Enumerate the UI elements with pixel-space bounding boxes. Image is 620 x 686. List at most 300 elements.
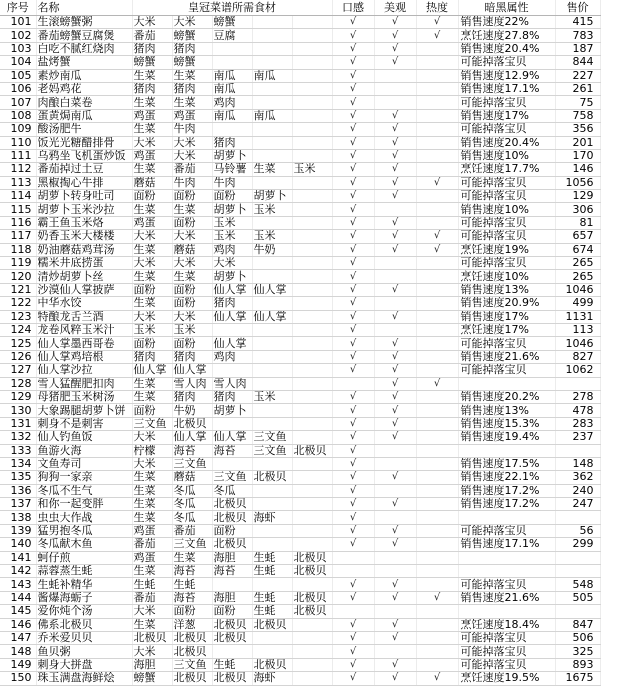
cell-dark-attr[interactable]: 可能掉落宝贝 [458, 645, 555, 658]
cell-price[interactable]: 548 [555, 578, 600, 591]
cell-ingredient[interactable]: 生菜 [132, 123, 172, 136]
cell-taste-check[interactable]: √ [332, 29, 374, 42]
cell-ingredient[interactable]: 猪肉 [172, 42, 212, 55]
cell-ingredient[interactable]: 大米 [132, 230, 172, 243]
cell-price[interactable]: 237 [555, 431, 600, 444]
cell-heat-check[interactable]: √ [416, 672, 458, 685]
cell-ingredient[interactable]: 胡萝卜 [212, 203, 252, 216]
cell-ingredient[interactable] [212, 123, 252, 136]
cell-ingredient[interactable]: 大米 [132, 257, 172, 270]
cell-ingredient[interactable]: 玉米 [252, 203, 292, 216]
cell-ingredient[interactable] [292, 377, 332, 390]
cell-id[interactable]: 104 [0, 56, 36, 69]
cell-name[interactable]: 乌鸦坐飞机蛋炒饭 [36, 149, 132, 162]
cell-dark-attr[interactable]: 销售速度10% [458, 149, 555, 162]
cell-name[interactable]: 文鱼寿司 [36, 457, 132, 470]
cell-name[interactable]: 清炒胡萝卜丝 [36, 270, 132, 283]
cell-taste-check[interactable]: √ [332, 96, 374, 109]
cell-ingredient[interactable]: 蘑菇 [132, 176, 172, 189]
cell-ingredient[interactable]: 玉米 [132, 323, 172, 336]
cell-ingredient[interactable] [292, 417, 332, 430]
cell-looks-check[interactable]: √ [374, 42, 416, 55]
cell-ingredient[interactable]: 大米 [132, 645, 172, 658]
cell-taste-check[interactable]: √ [332, 364, 374, 377]
cell-taste-check[interactable]: √ [332, 297, 374, 310]
cell-ingredient[interactable]: 南瓜 [252, 69, 292, 82]
cell-ingredient[interactable]: 大米 [132, 457, 172, 470]
cell-name[interactable]: 肉酿白菜卷 [36, 96, 132, 109]
cell-taste-check[interactable]: √ [332, 631, 374, 644]
cell-heat-check[interactable] [416, 216, 458, 229]
cell-id[interactable]: 139 [0, 524, 36, 537]
cell-looks-check[interactable]: √ [374, 56, 416, 69]
cell-price[interactable] [555, 377, 600, 390]
cell-ingredient[interactable]: 北极贝 [252, 658, 292, 671]
header-heat[interactable]: 热度 [416, 0, 458, 16]
cell-ingredient[interactable]: 北极贝 [132, 631, 172, 644]
cell-ingredient[interactable]: 玉米 [212, 216, 252, 229]
cell-looks-check[interactable] [374, 69, 416, 82]
cell-price[interactable]: 415 [555, 16, 600, 29]
cell-price[interactable]: 1675 [555, 672, 600, 685]
cell-ingredient[interactable]: 三文鱼 [172, 457, 212, 470]
cell-id[interactable]: 102 [0, 29, 36, 42]
cell-name[interactable]: 鱼游火海 [36, 444, 132, 457]
cell-dark-attr[interactable]: 销售速度17.1% [458, 538, 555, 551]
cell-price[interactable]: 1046 [555, 337, 600, 350]
cell-name[interactable]: 蛋黄焗南瓜 [36, 109, 132, 122]
cell-taste-check[interactable]: √ [332, 658, 374, 671]
cell-ingredient[interactable]: 海苔 [172, 565, 212, 578]
cell-price[interactable]: 1062 [555, 364, 600, 377]
cell-dark-attr[interactable]: 销售速度17% [458, 109, 555, 122]
cell-price[interactable]: 283 [555, 417, 600, 430]
cell-ingredient[interactable] [252, 56, 292, 69]
cell-name[interactable]: 沙漠仙人掌披萨 [36, 283, 132, 296]
cell-id[interactable]: 147 [0, 631, 36, 644]
cell-price[interactable]: 81 [555, 216, 600, 229]
cell-ingredient[interactable]: 牛奶 [252, 243, 292, 256]
cell-name[interactable]: 胡萝卜转身吐司 [36, 190, 132, 203]
cell-ingredient[interactable]: 仙人掌 [172, 364, 212, 377]
cell-name[interactable]: 霸王鱼玉米烙 [36, 216, 132, 229]
cell-looks-check[interactable] [374, 484, 416, 497]
cell-ingredient[interactable]: 面粉 [172, 190, 212, 203]
cell-taste-check[interactable]: √ [332, 350, 374, 363]
cell-ingredient[interactable]: 猪肉 [172, 82, 212, 95]
cell-ingredient[interactable]: 海胆 [212, 551, 252, 564]
cell-id[interactable]: 129 [0, 390, 36, 403]
cell-ingredient[interactable]: 北极贝 [292, 551, 332, 564]
cell-ingredient[interactable] [212, 645, 252, 658]
cell-ingredient[interactable]: 牛肉 [172, 176, 212, 189]
cell-name[interactable]: 雪人猛醒肥扣肉 [36, 377, 132, 390]
cell-taste-check[interactable]: √ [332, 591, 374, 604]
cell-ingredient[interactable]: 面粉 [172, 297, 212, 310]
cell-ingredient[interactable]: 生菜 [132, 163, 172, 176]
cell-heat-check[interactable]: √ [416, 591, 458, 604]
cell-price[interactable]: 844 [555, 56, 600, 69]
cell-id[interactable]: 118 [0, 243, 36, 256]
cell-heat-check[interactable]: √ [416, 16, 458, 29]
cell-price[interactable]: 1131 [555, 310, 600, 323]
cell-taste-check[interactable]: √ [332, 498, 374, 511]
cell-name[interactable]: 糯米井底捞蛋 [36, 257, 132, 270]
cell-looks-check[interactable] [374, 297, 416, 310]
cell-taste-check[interactable]: √ [332, 16, 374, 29]
cell-dark-attr[interactable]: 烹饪速度10% [458, 270, 555, 283]
cell-ingredient[interactable]: 生菜 [132, 498, 172, 511]
cell-ingredient[interactable]: 生菜 [132, 484, 172, 497]
cell-ingredient[interactable] [252, 498, 292, 511]
cell-name[interactable]: 虫虫大作战 [36, 511, 132, 524]
cell-price[interactable]: 1056 [555, 176, 600, 189]
cell-taste-check[interactable]: √ [332, 471, 374, 484]
cell-id[interactable]: 142 [0, 565, 36, 578]
cell-ingredient[interactable]: 海虾 [252, 672, 292, 685]
cell-taste-check[interactable]: √ [332, 538, 374, 551]
cell-ingredient[interactable]: 北极贝 [292, 565, 332, 578]
cell-ingredient[interactable] [292, 498, 332, 511]
cell-name[interactable]: 中华水饺 [36, 297, 132, 310]
cell-ingredient[interactable] [292, 658, 332, 671]
header-taste[interactable]: 口感 [332, 0, 374, 16]
cell-ingredient[interactable] [252, 578, 292, 591]
cell-looks-check[interactable]: √ [374, 283, 416, 296]
cell-ingredient[interactable]: 雪人肉 [212, 377, 252, 390]
cell-heat-check[interactable] [416, 310, 458, 323]
cell-looks-check[interactable]: √ [374, 310, 416, 323]
cell-ingredient[interactable] [252, 96, 292, 109]
cell-heat-check[interactable] [416, 431, 458, 444]
cell-looks-check[interactable]: √ [374, 136, 416, 149]
cell-price[interactable] [555, 511, 600, 524]
cell-ingredient[interactable]: 面粉 [132, 404, 172, 417]
cell-ingredient[interactable]: 生菜 [132, 96, 172, 109]
cell-ingredient[interactable] [252, 16, 292, 29]
cell-price[interactable]: 499 [555, 297, 600, 310]
cell-name[interactable]: 黑椒掏心牛排 [36, 176, 132, 189]
cell-heat-check[interactable] [416, 524, 458, 537]
cell-ingredient[interactable]: 仙人掌 [212, 283, 252, 296]
cell-taste-check[interactable] [332, 565, 374, 578]
cell-ingredient[interactable]: 生菜 [132, 618, 172, 631]
header-name[interactable]: 名称 [36, 0, 132, 16]
cell-taste-check[interactable]: √ [332, 149, 374, 162]
cell-ingredient[interactable]: 仙人掌 [212, 431, 252, 444]
cell-ingredient[interactable] [292, 618, 332, 631]
cell-ingredient[interactable]: 生菜 [172, 96, 212, 109]
cell-ingredient[interactable]: 大米 [132, 310, 172, 323]
cell-heat-check[interactable] [416, 618, 458, 631]
cell-name[interactable]: 狗狗一家亲 [36, 471, 132, 484]
cell-id[interactable]: 141 [0, 551, 36, 564]
cell-ingredient[interactable]: 生菜 [132, 243, 172, 256]
cell-price[interactable]: 187 [555, 42, 600, 55]
cell-dark-attr[interactable]: 可能掉落宝贝 [458, 524, 555, 537]
cell-looks-check[interactable]: √ [374, 377, 416, 390]
cell-taste-check[interactable]: √ [332, 431, 374, 444]
cell-ingredient[interactable]: 仙人掌 [212, 310, 252, 323]
cell-price[interactable]: 299 [555, 538, 600, 551]
cell-id[interactable]: 115 [0, 203, 36, 216]
cell-taste-check[interactable]: √ [332, 257, 374, 270]
cell-price[interactable]: 278 [555, 390, 600, 403]
cell-ingredient[interactable]: 生菜 [172, 203, 212, 216]
cell-dark-attr[interactable] [458, 551, 555, 564]
cell-looks-check[interactable]: √ [374, 631, 416, 644]
cell-name[interactable]: 特酿龙舌兰酒 [36, 310, 132, 323]
cell-price[interactable] [555, 605, 600, 618]
cell-id[interactable]: 111 [0, 149, 36, 162]
cell-ingredient[interactable] [252, 257, 292, 270]
cell-ingredient[interactable]: 胡萝卜 [252, 190, 292, 203]
cell-ingredient[interactable]: 螃蟹 [172, 29, 212, 42]
cell-id[interactable]: 119 [0, 257, 36, 270]
cell-ingredient[interactable]: 猪肉 [212, 390, 252, 403]
cell-price[interactable]: 170 [555, 149, 600, 162]
header-price[interactable]: 售价 [555, 0, 600, 16]
cell-dark-attr[interactable]: 销售速度12.9% [458, 69, 555, 82]
cell-ingredient[interactable]: 番茄 [172, 524, 212, 537]
cell-looks-check[interactable]: √ [374, 524, 416, 537]
cell-name[interactable]: 饭光光糖醋排骨 [36, 136, 132, 149]
cell-ingredient[interactable]: 面粉 [212, 524, 252, 537]
cell-ingredient[interactable]: 大米 [172, 310, 212, 323]
cell-ingredient[interactable] [292, 69, 332, 82]
cell-ingredient[interactable]: 三文鱼 [252, 444, 292, 457]
cell-heat-check[interactable] [416, 565, 458, 578]
cell-taste-check[interactable] [332, 377, 374, 390]
cell-price[interactable]: 148 [555, 457, 600, 470]
cell-name[interactable]: 仙人掌沙拉 [36, 364, 132, 377]
cell-ingredient[interactable]: 番茄 [132, 591, 172, 604]
cell-heat-check[interactable] [416, 471, 458, 484]
cell-taste-check[interactable]: √ [332, 337, 374, 350]
cell-heat-check[interactable] [416, 390, 458, 403]
cell-ingredient[interactable]: 鸡蛋 [132, 551, 172, 564]
cell-dark-attr[interactable]: 烹饪速度19.5% [458, 672, 555, 685]
cell-ingredient[interactable] [292, 216, 332, 229]
cell-id[interactable]: 149 [0, 658, 36, 671]
header-dark-attr[interactable]: 暗黑属性 [458, 0, 555, 16]
cell-price[interactable] [555, 551, 600, 564]
cell-ingredient[interactable]: 北极贝 [212, 538, 252, 551]
cell-ingredient[interactable]: 生蚝 [132, 578, 172, 591]
cell-id[interactable]: 110 [0, 136, 36, 149]
cell-price[interactable]: 265 [555, 257, 600, 270]
cell-looks-check[interactable]: √ [374, 431, 416, 444]
cell-ingredient[interactable]: 北极贝 [172, 645, 212, 658]
cell-dark-attr[interactable]: 销售速度20.2% [458, 390, 555, 403]
cell-id[interactable]: 101 [0, 16, 36, 29]
cell-name[interactable]: 盐烤蟹 [36, 56, 132, 69]
cell-taste-check[interactable]: √ [332, 645, 374, 658]
cell-price[interactable]: 240 [555, 484, 600, 497]
cell-ingredient[interactable] [292, 270, 332, 283]
cell-ingredient[interactable]: 生蚝 [252, 591, 292, 604]
cell-ingredient[interactable]: 北极贝 [212, 618, 252, 631]
cell-name[interactable]: 白吃不腻红烧肉 [36, 42, 132, 55]
cell-ingredient[interactable] [292, 96, 332, 109]
cell-heat-check[interactable] [416, 56, 458, 69]
cell-id[interactable]: 107 [0, 96, 36, 109]
cell-ingredient[interactable] [292, 257, 332, 270]
cell-ingredient[interactable]: 面粉 [172, 283, 212, 296]
cell-ingredient[interactable] [292, 297, 332, 310]
cell-taste-check[interactable]: √ [332, 230, 374, 243]
cell-ingredient[interactable] [292, 511, 332, 524]
cell-ingredient[interactable]: 大米 [132, 136, 172, 149]
cell-looks-check[interactable]: √ [374, 471, 416, 484]
cell-taste-check[interactable]: √ [332, 216, 374, 229]
cell-ingredient[interactable]: 大米 [132, 605, 172, 618]
cell-dark-attr[interactable]: 烹饪速度19% [458, 243, 555, 256]
cell-ingredient[interactable] [212, 323, 252, 336]
cell-ingredient[interactable]: 螃蟹 [212, 16, 252, 29]
cell-taste-check[interactable]: √ [332, 109, 374, 122]
cell-heat-check[interactable] [416, 257, 458, 270]
cell-ingredient[interactable]: 猪肉 [212, 136, 252, 149]
cell-id[interactable]: 126 [0, 350, 36, 363]
cell-id[interactable]: 130 [0, 404, 36, 417]
cell-ingredient[interactable]: 北极贝 [172, 417, 212, 430]
cell-ingredient[interactable]: 胡萝卜 [212, 404, 252, 417]
cell-ingredient[interactable] [252, 82, 292, 95]
cell-name[interactable]: 母猪肥玉米树汤 [36, 390, 132, 403]
cell-ingredient[interactable] [252, 149, 292, 162]
cell-looks-check[interactable]: √ [374, 350, 416, 363]
cell-taste-check[interactable]: √ [332, 283, 374, 296]
cell-ingredient[interactable] [252, 417, 292, 430]
cell-looks-check[interactable]: √ [374, 658, 416, 671]
cell-dark-attr[interactable]: 销售速度13% [458, 404, 555, 417]
cell-heat-check[interactable] [416, 511, 458, 524]
cell-ingredient[interactable]: 生菜 [172, 69, 212, 82]
cell-looks-check[interactable] [374, 565, 416, 578]
cell-ingredient[interactable] [252, 176, 292, 189]
cell-ingredient[interactable]: 猪肉 [132, 42, 172, 55]
cell-heat-check[interactable] [416, 364, 458, 377]
cell-ingredient[interactable] [212, 457, 252, 470]
cell-ingredient[interactable]: 海苔 [212, 565, 252, 578]
cell-ingredient[interactable]: 牛肉 [172, 123, 212, 136]
cell-name[interactable]: 冬瓜献木鱼 [36, 538, 132, 551]
cell-price[interactable]: 75 [555, 96, 600, 109]
cell-ingredient[interactable] [252, 457, 292, 470]
cell-heat-check[interactable] [416, 551, 458, 564]
cell-id[interactable]: 122 [0, 297, 36, 310]
cell-heat-check[interactable] [416, 457, 458, 470]
cell-ingredient[interactable]: 面粉 [132, 190, 172, 203]
cell-ingredient[interactable]: 海苔 [212, 444, 252, 457]
cell-ingredient[interactable]: 大米 [172, 16, 212, 29]
cell-price[interactable]: 227 [555, 69, 600, 82]
cell-ingredient[interactable] [292, 42, 332, 55]
cell-ingredient[interactable] [292, 538, 332, 551]
cell-id[interactable]: 113 [0, 176, 36, 189]
cell-ingredient[interactable]: 洋葱 [172, 618, 212, 631]
cell-ingredient[interactable]: 猪肉 [172, 350, 212, 363]
cell-looks-check[interactable]: √ [374, 163, 416, 176]
cell-looks-check[interactable]: √ [374, 390, 416, 403]
cell-price[interactable]: 356 [555, 123, 600, 136]
cell-price[interactable]: 505 [555, 591, 600, 604]
cell-heat-check[interactable]: √ [416, 29, 458, 42]
cell-ingredient[interactable]: 生蚝 [252, 551, 292, 564]
cell-ingredient[interactable] [292, 176, 332, 189]
cell-heat-check[interactable] [416, 538, 458, 551]
cell-heat-check[interactable] [416, 484, 458, 497]
cell-price[interactable]: 657 [555, 230, 600, 243]
cell-taste-check[interactable]: √ [332, 457, 374, 470]
cell-dark-attr[interactable]: 可能掉落宝贝 [458, 658, 555, 671]
cell-looks-check[interactable]: √ [374, 190, 416, 203]
cell-id[interactable]: 134 [0, 457, 36, 470]
cell-dark-attr[interactable]: 可能掉落宝贝 [458, 230, 555, 243]
cell-id[interactable]: 121 [0, 283, 36, 296]
cell-heat-check[interactable] [416, 498, 458, 511]
cell-name[interactable]: 仙人掌鸡培根 [36, 350, 132, 363]
cell-ingredient[interactable]: 生蚝 [212, 658, 252, 671]
cell-ingredient[interactable] [292, 471, 332, 484]
cell-ingredient[interactable] [252, 270, 292, 283]
cell-ingredient[interactable]: 大米 [132, 431, 172, 444]
cell-ingredient[interactable] [292, 56, 332, 69]
cell-ingredient[interactable]: 大米 [172, 136, 212, 149]
cell-heat-check[interactable] [416, 123, 458, 136]
cell-ingredient[interactable] [292, 323, 332, 336]
cell-ingredient[interactable]: 生蚝 [172, 578, 212, 591]
cell-ingredient[interactable] [252, 484, 292, 497]
header-looks[interactable]: 美观 [374, 0, 416, 16]
cell-ingredient[interactable]: 三文鱼 [172, 538, 212, 551]
cell-ingredient[interactable]: 北极贝 [212, 631, 252, 644]
cell-looks-check[interactable] [374, 270, 416, 283]
cell-dark-attr[interactable]: 销售速度20.9% [458, 297, 555, 310]
cell-name[interactable]: 生蚝补精华 [36, 578, 132, 591]
cell-id[interactable]: 108 [0, 109, 36, 122]
cell-looks-check[interactable]: √ [374, 16, 416, 29]
cell-looks-check[interactable]: √ [374, 123, 416, 136]
cell-id[interactable]: 117 [0, 230, 36, 243]
cell-name[interactable]: 刺身不是刺害 [36, 417, 132, 430]
cell-taste-check[interactable]: √ [332, 69, 374, 82]
cell-price[interactable]: 247 [555, 498, 600, 511]
cell-heat-check[interactable] [416, 283, 458, 296]
cell-taste-check[interactable]: √ [332, 203, 374, 216]
cell-heat-check[interactable] [416, 323, 458, 336]
header-id[interactable]: 序号 [0, 0, 36, 16]
cell-ingredient[interactable]: 鸡蛋 [132, 149, 172, 162]
cell-ingredient[interactable]: 蘑菇 [172, 471, 212, 484]
cell-name[interactable]: 仙人钓鱼饭 [36, 431, 132, 444]
cell-ingredient[interactable]: 生菜 [132, 565, 172, 578]
cell-looks-check[interactable]: √ [374, 109, 416, 122]
cell-name[interactable]: 大象踢腿胡萝卜饼 [36, 404, 132, 417]
cell-dark-attr[interactable]: 销售速度17.5% [458, 457, 555, 470]
cell-dark-attr[interactable] [458, 605, 555, 618]
cell-ingredient[interactable]: 生菜 [132, 297, 172, 310]
cell-ingredient[interactable]: 南瓜 [212, 109, 252, 122]
cell-dark-attr[interactable]: 销售速度10% [458, 203, 555, 216]
cell-ingredient[interactable] [252, 350, 292, 363]
cell-ingredient[interactable]: 北极贝 [292, 444, 332, 457]
cell-ingredient[interactable]: 冬瓜 [172, 511, 212, 524]
cell-name[interactable]: 乔米爱贝贝 [36, 631, 132, 644]
cell-taste-check[interactable]: √ [332, 524, 374, 537]
cell-taste-check[interactable]: √ [332, 484, 374, 497]
